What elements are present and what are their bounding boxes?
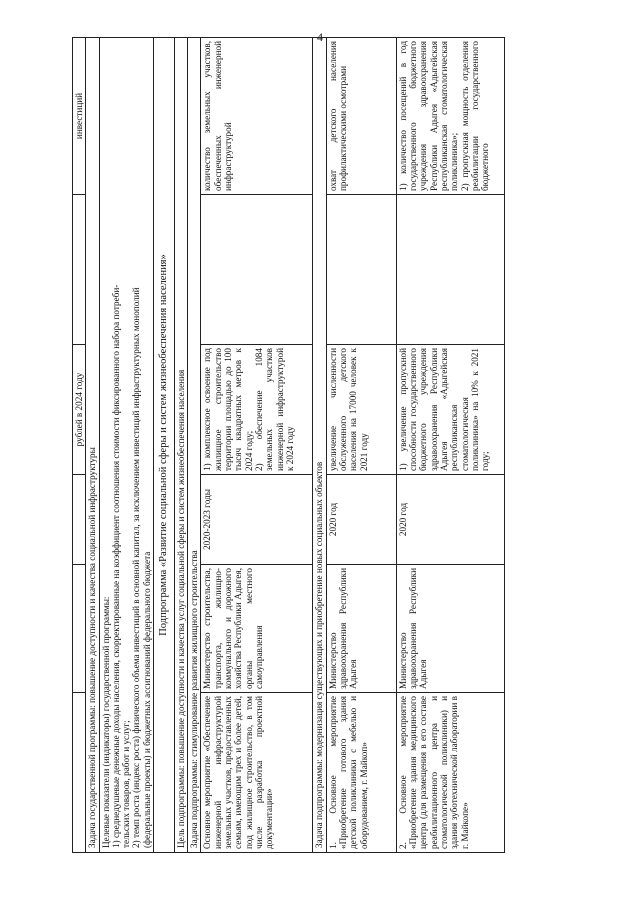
header-row	[73, 38, 86, 853]
gov-program-task: Задача государственной программы: повышение доступности и качества социальной инфраструктуры	[86, 38, 99, 853]
rotated-table-container	[72, 38, 572, 853]
row-children-measure: 1. Основное мероприятие «Приобретение готового здания детской поликлиники с мебелью и оборудованием, г. Майкоп»	[326, 693, 396, 853]
row-children-indicator: охват детского населения профилактическими осмотрами	[326, 38, 396, 195]
row-medical-indicator: 1) количество посещений в год государственного бюджетного учреждения здравоохранения Республики Адыгея «Адыгейская республиканская стоматологическая поликлиника»; 2) пропускная мощность отделения реабилитации государственного бюджетного	[396, 38, 504, 195]
table-row	[201, 38, 313, 853]
page-number: 4	[317, 30, 323, 44]
task-modernization: Задача подпрограммы: модернизация существующих и приобретение новых социальных объектов	[313, 38, 326, 853]
indicators-text: Целевые показатели (индикаторы) государственной программы: 1) среднедушевые денежные доходы населения, скорректированные на коэффициент соотношения стоимости фиксированного набора потреби- тельских товаров, работ и услуг; 2) темп роста (индекс роста) физического объема инвестиций в основной капитал, за исключением инвестиций инфраструктурных монополий (федеральные проекты) и бюджетных ассигнований федерального бюджета	[99, 38, 153, 853]
table-row	[396, 38, 504, 853]
row-housing-measure: Основное мероприятие «Обеспечение инженерной инфраструктурой земельных участков, предоставленных семьям, имеющим трех и более детей, под жилищное строительство, в том числе разработка проектной документации»	[201, 693, 313, 853]
gov-task-row	[86, 38, 99, 853]
header-col4: рублей в 2024 году	[73, 345, 86, 475]
row-medical-measure: 2. Основное мероприятие «Приобретение здания медицинского центра (для размещения в его составе реабилитационного центра и стоматологической поликлиники) и здания зуботехнической лаборатории в г. Майкопе»	[396, 693, 504, 853]
table-row	[326, 38, 396, 853]
subprogram-title: Подпрограмма «Развитие социальной сферы и систем жизнеобеспечения населения»	[154, 38, 175, 853]
row-housing-executor: Министерство строительства, транспорта, жилищно-коммунального и дорожного хозяйства Республики Адыгея, органы местного самоуправления	[201, 565, 313, 693]
indicators-row	[99, 38, 153, 853]
row-children-executor: Министерство здравоохранения Республики Адыгея	[326, 565, 396, 693]
row-housing-result: 1) комплексное освоение под жилищное строительство территории площадью до 100 тысяч квадратных метров к 2024 году; 2) обеспечение 1084 земельных участков инженерной инфраструктурой к 2024 году	[201, 345, 313, 475]
row-medical-result: 1) увеличение пропускной способности государственного бюджетного учреждения здравоохранения Республики Адыгея «Адыгейская республиканская стоматологическая поликлиника» на 10% к 2021 году;	[396, 345, 504, 475]
program-table	[72, 37, 505, 853]
row-children-period: 2020 год	[326, 475, 396, 565]
row-medical-period: 2020 год	[396, 475, 504, 565]
row-medical-executor: Министерство здравоохранения Республики Адыгея	[396, 565, 504, 693]
row-housing-period: 2020-2023 годы	[201, 475, 313, 565]
subprogram-goal: Цель подпрограммы: повышение доступности и качества услуг социальной сферы и систем жизнеобеспечения населения	[174, 38, 187, 853]
subprogram-title-row	[154, 38, 175, 853]
task-housing: Задача подпрограммы: стимулирование развития жилищного строительства	[188, 38, 201, 853]
task-housing-row	[188, 38, 201, 853]
task-modernization-row	[313, 38, 326, 853]
header-col6: инвестиций	[73, 38, 86, 195]
row-housing-indicator: количество земельных участков, обеспеченных инженерной инфраструктурой	[201, 38, 313, 195]
row-children-result: увеличение численности обслуженного детского населения на 17000 человек к 2021 году	[326, 345, 396, 475]
subprogram-goal-row	[174, 38, 187, 853]
